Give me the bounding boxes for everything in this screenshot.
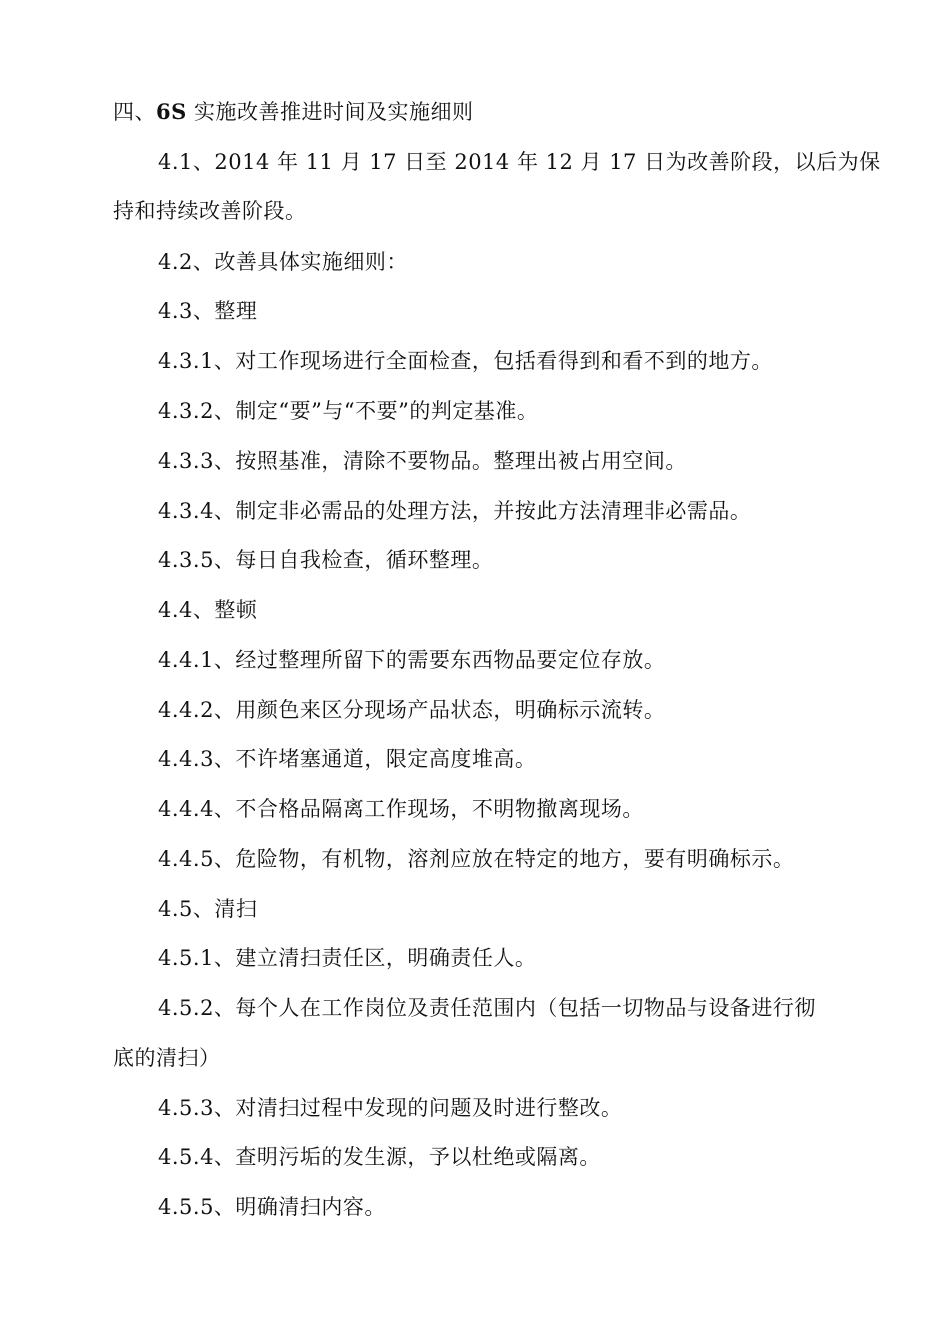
paragraph-line: 4.3、整理	[158, 299, 258, 323]
paragraph-line: 4.3.3、按照基准，清除不要物品。整理出被占用空间。	[158, 449, 687, 473]
paragraph-line: 4.5.5、明确清扫内容。	[158, 1195, 386, 1219]
paragraph-line: 4.3.5、每日自我检查，循环整理。	[158, 548, 494, 572]
paragraph-line: 4.2、改善具体实施细则：	[158, 250, 408, 274]
paragraph-line: 4.4.1、经过整理所留下的需要东西物品要定位存放。	[158, 648, 666, 672]
paragraph-line: 4.1、2014 年 11 月 17 日至 2014 年 12 月 17 日为改善阶段，以后为保	[158, 150, 881, 174]
heading-prefix: 四、	[113, 100, 156, 124]
paragraph-line: 4.3.2、制定“要”与“不要”的判定基准。	[158, 399, 539, 423]
paragraph-line: 持和持续改善阶段。	[113, 199, 307, 223]
paragraph-line: 4.5.4、查明污垢的发生源，予以杜绝或隔离。	[158, 1145, 601, 1169]
section-heading	[113, 98, 473, 126]
paragraph-line: 4.4.2、用颜色来区分现场产品状态，明确标示流转。	[158, 698, 666, 722]
paragraph-line: 4.4.5、危险物，有机物，溶剂应放在特定的地方，要有明确标示。	[158, 847, 795, 871]
paragraph-line: 4.5.3、对清扫过程中发现的问题及时进行整改。	[158, 1096, 623, 1120]
paragraph-line: 4.4.4、不合格品隔离工作现场，不明物撤离现场。	[158, 797, 644, 821]
paragraph-line: 4.4.3、不许堵塞通道，限定高度堆高。	[158, 747, 537, 771]
paragraph-line: 4.4、整顿	[158, 598, 258, 622]
paragraph-line: 4.3.4、制定非必需品的处理方法，并按此方法清理非必需品。	[158, 499, 752, 523]
heading-suffix: 实施改善推进时间及实施细则	[186, 100, 474, 124]
heading-bold: 6S	[156, 99, 187, 124]
paragraph-line: 4.3.1、对工作现场进行全面检查，包括看得到和看不到的地方。	[158, 349, 773, 373]
paragraph-line: 4.5.2、每个人在工作岗位及责任范围内（包括一切物品与设备进行彻	[158, 996, 816, 1020]
paragraph-line: 4.5、清扫	[158, 897, 258, 921]
paragraph-line: 底的清扫）	[113, 1046, 221, 1070]
paragraph-line: 4.5.1、建立清扫责任区，明确责任人。	[158, 946, 537, 970]
